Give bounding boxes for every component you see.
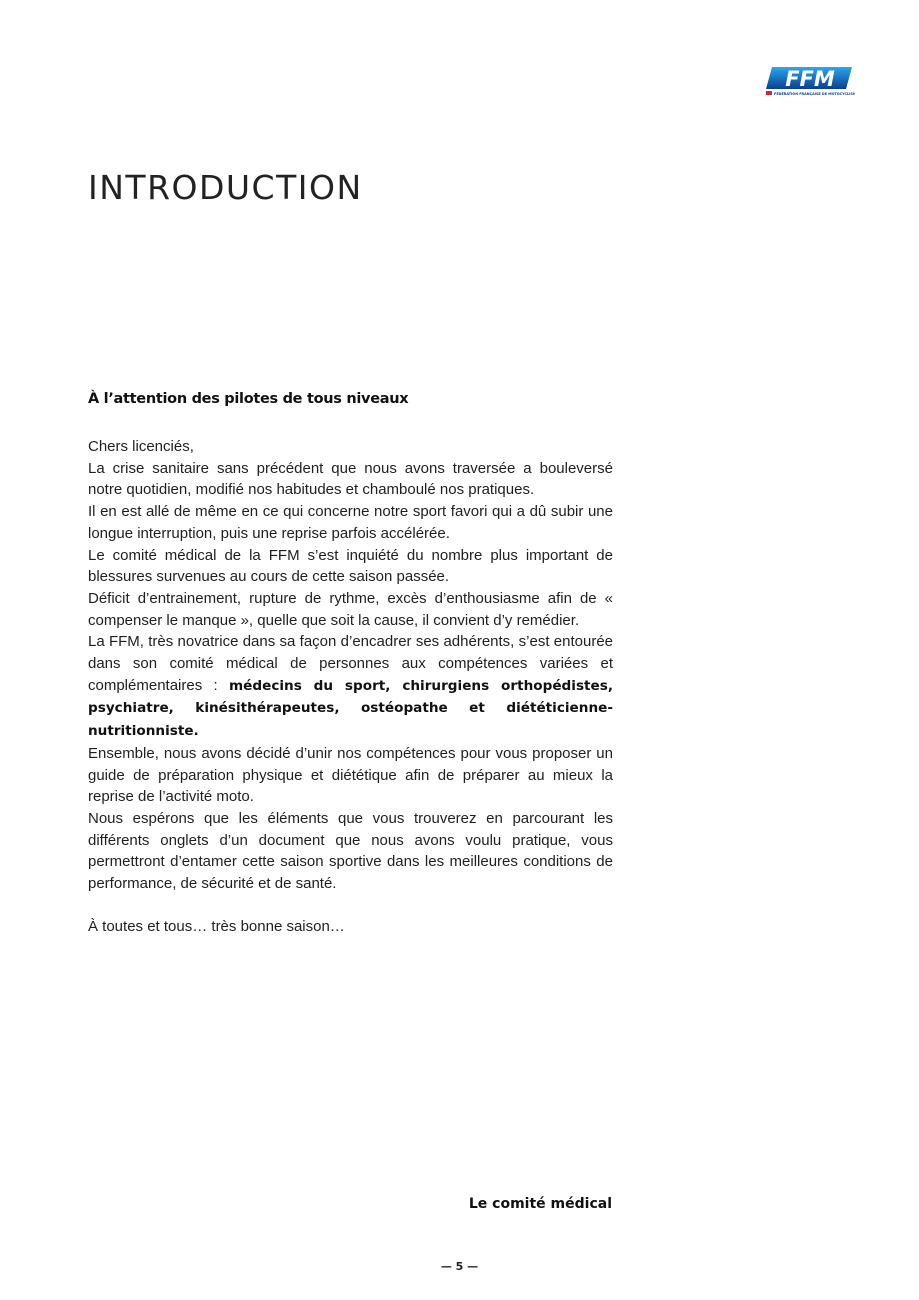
ffm-logo-subtext: FÉDÉRATION FRANÇAISE DE MOTOCYCLISME (774, 92, 855, 96)
page-title: INTRODUCTION (88, 168, 363, 207)
medical-team-list: médecins du sport, chirurgiens orthopédistes, psychiatre, kinésithérapeutes, ostéopathe et diététicienne-nutritionniste. (88, 677, 614, 740)
paragraph-6: Ensemble, nous avons décidé d’unir nos compétences pour vous proposer un guide de préparation physique et diététique afin de préparer au mieux la reprise de l’activité moto. (88, 744, 613, 806)
paragraph-4: Déficit d’entrainement, rupture de rythme, excès d’enthousiasme afin de « compenser le manque », quelle que soit la cause, il convient d’y remédier. (88, 589, 613, 629)
ffm-logo (763, 62, 855, 98)
signature: Le comité médical (468, 1196, 612, 1212)
paragraph-1: La crise sanitaire sans précédent que nous avons traversée a bouleversé notre quotidien, modifié nos habitudes et chamboulé nos pratiques. (88, 459, 613, 499)
paragraph-5-text: La FFM, très novatrice dans sa façon d’encadrer ses adhérents, s’est entourée dans son comité médical de personnes aux compétences variées et complémentaires : (88, 633, 613, 694)
ffm-logo-text: FFM (785, 67, 835, 91)
ffm-logo-icon (763, 62, 855, 98)
intro-body (88, 388, 613, 938)
closing-line: À toutes et tous… très bonne saison… (88, 918, 345, 936)
section-subtitle: À l’attention des pilotes de tous niveaux (88, 391, 409, 407)
paragraph-5 (88, 631, 613, 743)
paragraph-3: Le comité médical de la FFM s’est inquiété du nombre plus important de blessures survenues au cours de cette saison passée. (88, 546, 613, 586)
page-number: — 5 — (440, 1260, 479, 1273)
greeting: Chers licenciés, (88, 438, 194, 455)
paragraph-7: Nous espérons que les éléments que vous trouverez en parcourant les différents onglets d’un document que nous avons voulu pratique, vous permettront d’entamer cette saison sportive dans les meilleures conditions de performance, de sécurité et de santé. (88, 809, 613, 893)
paragraph-2: Il en est allé de même en ce qui concerne notre sport favori qui a dû subir une longue interruption, puis une reprise parfois accélérée. (88, 503, 613, 542)
